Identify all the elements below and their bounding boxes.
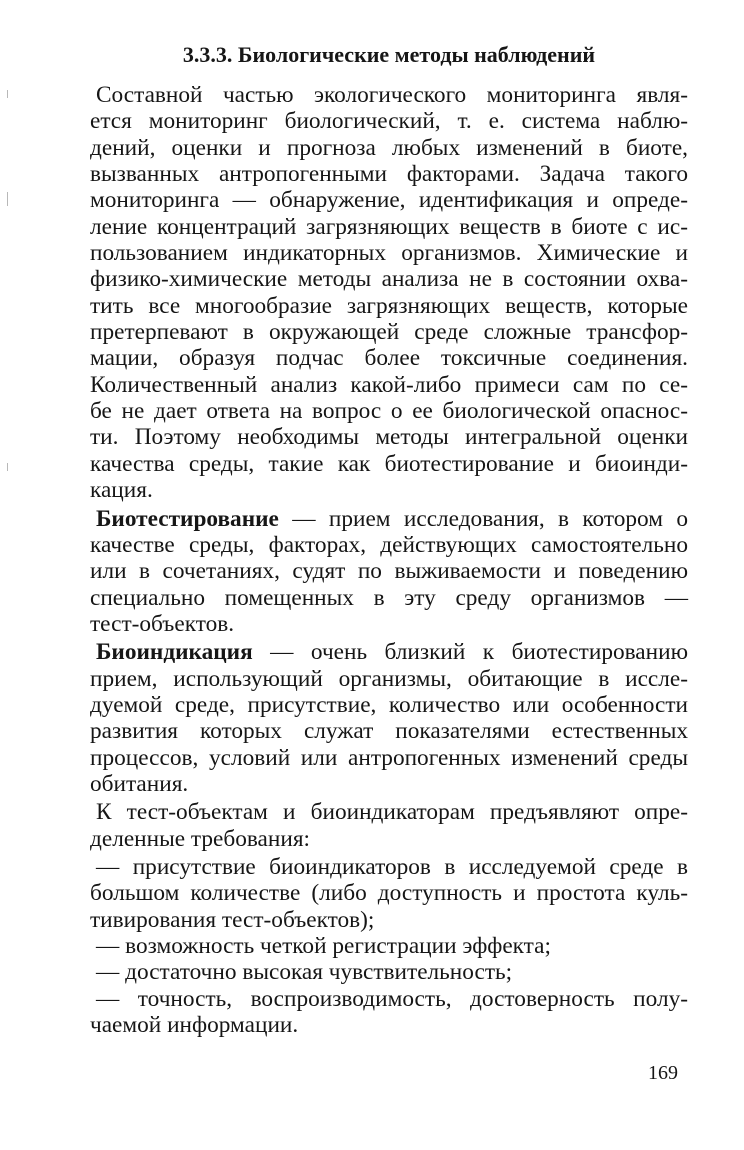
section-heading: 3.3.3. Биологические методы наблюдений	[182, 42, 596, 67]
paragraph-requirements	[90, 799, 688, 852]
term-bioindication: Биоиндикация	[96, 639, 253, 666]
text-line: или в сочетаниях, судят по выживаемости и поведению	[90, 558, 688, 585]
text-line: специально помещенных в эту среду организмов —	[90, 584, 688, 611]
list-item: — достаточно высокая чувствительность;	[96, 959, 513, 986]
text-line: бе не дает ответа на вопрос о ее биологической опаснос-	[90, 398, 688, 425]
text-line: развития которых служат показателями естественных	[90, 718, 688, 745]
margin-mark-lower	[7, 463, 8, 471]
text-line: деленные требования:	[90, 825, 311, 852]
text-line: качестве среды, факторах, действующих самостоятельно	[90, 531, 688, 558]
text-line	[90, 506, 688, 532]
text-line	[90, 639, 688, 665]
text-line: мации, образуя подчас более токсичные соединения.	[90, 345, 688, 372]
text-line: претерпевают в окружающей среде сложные трансфор-	[90, 319, 688, 346]
list-item-continuation: тивирования тест-объектов);	[90, 906, 375, 933]
text-line: вызванных антропогенными факторами. Задача такого	[90, 161, 688, 188]
definition-start: — очень близкий к биотестированию	[252, 639, 688, 666]
text-line: прием, использующий организмы, обитающие в иссле-	[90, 665, 688, 692]
paragraph-intro	[90, 82, 688, 504]
page-number: 169	[648, 1062, 678, 1084]
text-line: мониторинга — обнаружение, идентификация и опреде-	[90, 187, 688, 214]
text-line: дений, оценки и прогноза любых изменений в биоте,	[90, 134, 688, 161]
text-line: качества среды, такие как биотестирование и биоинди-	[90, 450, 688, 477]
paragraph-biotesting	[90, 506, 688, 638]
paragraph-bioindication	[90, 639, 688, 797]
text-line: кация.	[90, 477, 153, 504]
text-line: К тест-объектам и биоиндикаторам предъявляют опре-	[96, 799, 688, 826]
book-page	[90, 40, 688, 1040]
margin-mark-mid	[7, 192, 8, 206]
list-item-continuation: чаемой информации.	[90, 1012, 299, 1039]
term-biotesting: Биотестирование	[96, 505, 279, 532]
text-line: Составной частью экологического мониторинга явля-	[96, 82, 688, 108]
text-line: процессов, условий или антропогенных изменений среды	[90, 744, 688, 771]
text-line: ется мониторинг биологический, т. е. система наблю-	[90, 108, 688, 135]
text-line: ление концентраций загрязняющих веществ в биоте с ис-	[90, 213, 688, 240]
text-line: дуемой среде, присутствие, количество или особенности	[90, 691, 688, 718]
text-line: физико-химические методы анализа не в состоянии охва-	[90, 266, 688, 293]
list-item: — присутствие биоиндикаторов в исследуемой среде в	[96, 853, 688, 880]
text-line: ти. Поэтому необходимы методы интегральной оценки	[90, 424, 688, 451]
requirements-list	[90, 854, 688, 1038]
definition-start: — прием исследования, в котором о	[278, 505, 688, 532]
list-item: — точность, воспроизводимость, достоверность полу-	[96, 985, 688, 1012]
list-item: — возможность четкой регистрации эффекта;	[96, 933, 551, 959]
text-line: обитания.	[90, 770, 189, 797]
margin-mark-top	[7, 90, 8, 98]
text-line: тест-объектов.	[90, 610, 235, 637]
text-line: тить все многообразие загрязняющих веществ, которые	[90, 292, 688, 319]
list-item-continuation: большом количестве (либо доступность и простота куль-	[90, 880, 688, 907]
text-line: пользованием индикаторных организмов. Химические и	[90, 240, 688, 267]
text-line: Количественный анализ какой-либо примеси сам по се-	[90, 371, 688, 398]
